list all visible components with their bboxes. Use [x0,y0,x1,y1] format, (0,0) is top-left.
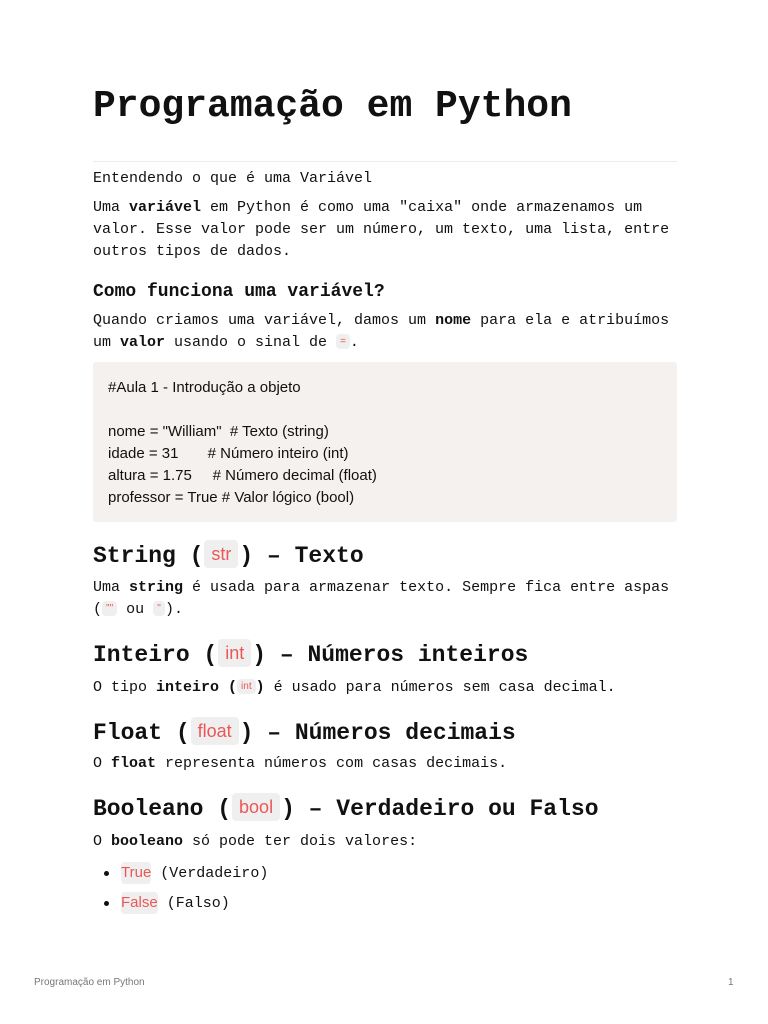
inline-code-bool: bool [232,793,280,821]
heading-how-it-works: Como funciona uma variável? [93,282,385,302]
text: (Falso) [157,894,230,912]
heading-int [93,639,528,671]
float-paragraph [93,753,677,775]
intro-paragraph [93,197,677,263]
text: . [349,334,359,351]
list-item-content [121,892,230,915]
text: para ela e atribuímos um [93,312,670,351]
text: Quando criamos uma variável, damos um [93,312,436,329]
inline-code-int: int [237,679,256,694]
text: O [93,833,112,850]
code-line: professor = True # Valor lógico (bool) [108,489,355,506]
bullet-icon [104,901,109,906]
heading-text: Inteiro ( [93,642,218,668]
text: Uma [93,579,130,596]
how-paragraph [93,310,677,354]
inline-code-double-quotes: "" [102,601,117,616]
footer-page-number: 1 [728,977,734,988]
heading-bool [93,793,599,825]
heading-text: String ( [93,543,204,569]
string-paragraph [93,577,677,621]
heading-text: ) – Números inteiros [252,642,529,668]
text: é usada para armazenar texto. Sempre fica entre aspas ( [93,579,670,618]
code-line: idade = 31 # Número inteiro (int) [108,445,349,462]
heading-text: Booleano ( [93,796,232,822]
code-line: altura = 1.75 # Número decimal (float) [108,467,377,484]
intro-subtitle: Entendendo o que é uma Variável [93,170,373,187]
heading-text: ) – Números decimais [239,720,516,746]
heading-text: ) – Verdadeiro ou Falso [281,796,599,822]
inline-code-int: int [218,639,251,667]
bold-term-float: float [111,755,157,772]
list-item-content [121,862,268,885]
text: representa números com casas decimais. [156,755,508,772]
bold-term-inteiro: inteiro ( [156,679,238,696]
heading-string [93,540,364,572]
inline-code-str: str [204,540,238,568]
inline-code-single-quotes: '' [153,601,165,616]
bullet-icon [104,871,109,876]
bool-paragraph [93,831,677,853]
text: Uma [93,199,130,216]
text: usando o sinal de [165,334,337,351]
heading-text: ) – Texto [239,543,364,569]
code-block [93,362,677,522]
bold-term-string: string [129,579,184,596]
inline-code-float: float [191,717,239,745]
text: ou [117,601,154,618]
bold-paren: ) [255,679,265,696]
text: O [93,755,112,772]
text: ). [164,601,183,618]
code-line: nome = "William" # Texto (string) [108,423,329,440]
bold-term-variavel: variável [129,199,202,216]
inline-code-false: False [121,892,158,914]
inline-code-equals: = [336,334,350,349]
text: só pode ter dois valores: [183,833,418,850]
bold-term-booleano: booleano [111,833,184,850]
bold-term-nome: nome [435,312,472,329]
text: O tipo [93,679,157,696]
heading-float [93,717,516,749]
title-divider [93,161,677,162]
int-paragraph [93,677,677,699]
text: em Python é como uma "caixa" onde armazenamos um valor. Esse valor pode ser um número, um texto, uma lista, entre outros tipos de dados. [93,199,670,260]
footer-document-title: Programação em Python [34,977,145,988]
text: (Verdadeiro) [151,864,269,882]
text: é usado para números sem casa decimal. [264,679,616,696]
bold-term-valor: valor [120,334,166,351]
inline-code-true: True [121,862,151,884]
code-line: #Aula 1 - Introdução a objeto [108,379,301,396]
page-title: Programação em Python [93,85,572,128]
heading-text: Float ( [93,720,190,746]
